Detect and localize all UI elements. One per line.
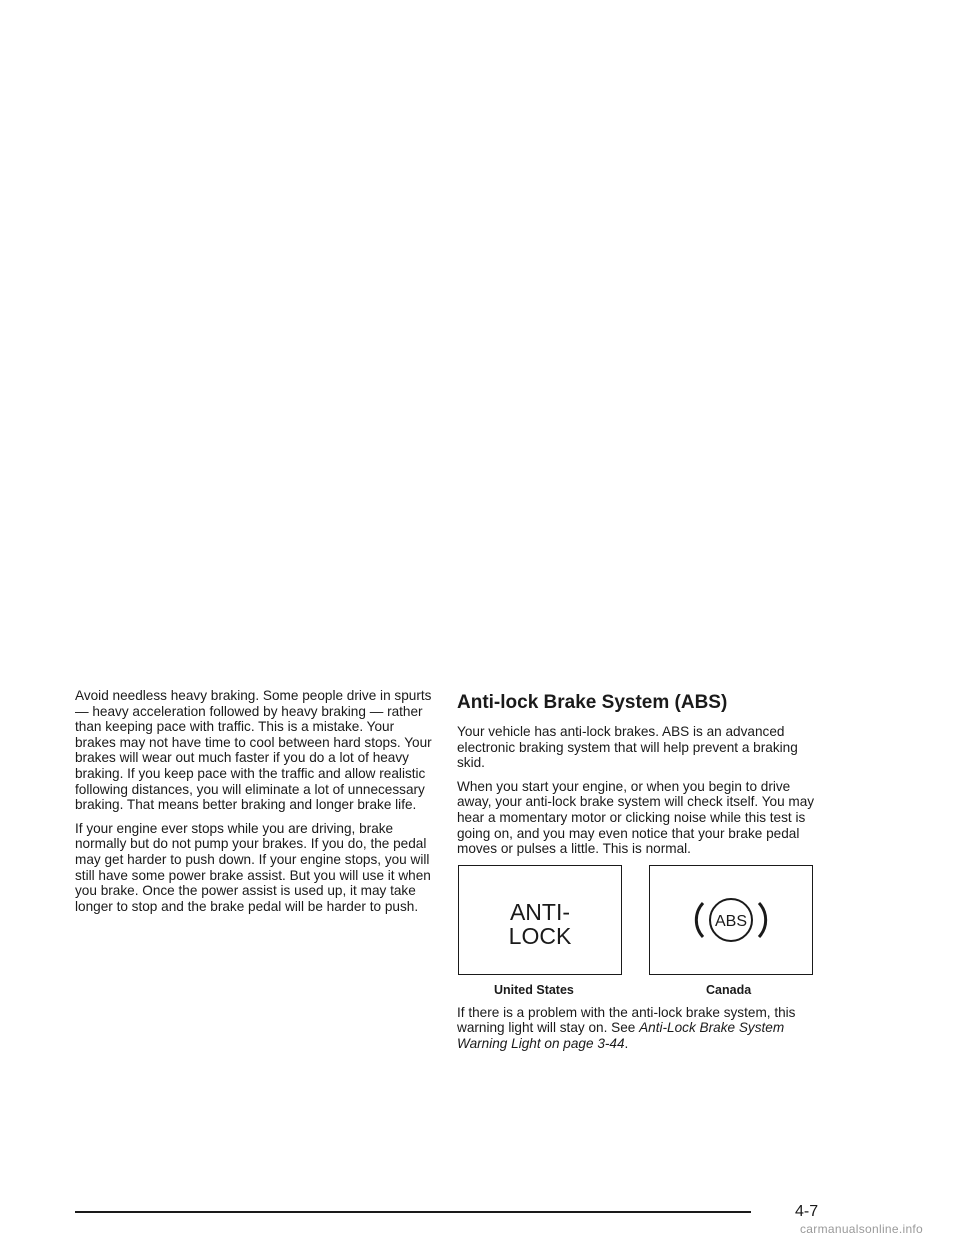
paragraph-heavy-braking: Avoid needless heavy braking. Some people drive in spurts — heavy acceleration followed by heavy braking — rather than keeping pace with traffic. This is a mistake. Your brakes may not have time to cool between hard stops. Your brakes will wear out much faster if you do a lot of heavy braking. If you keep pace with the traffic and allow realistic following distances, you will eliminate a lot of unnecessary braking. That means better braking and longer brake life. xyxy=(75,688,432,813)
us-caption: United States xyxy=(494,982,574,997)
footer-rule xyxy=(75,1211,751,1213)
right-column xyxy=(457,688,827,1060)
watermark: carmanualsonline.info xyxy=(800,1222,924,1236)
abs-warning-icon xyxy=(694,890,768,950)
anti-lock-line2: LOCK xyxy=(508,922,572,949)
paragraph-engine-stops: If your engine ever stops while you are driving, brake normally but do not pump your brakes. If you do, the pedal may get harder to push down. If your engine stops, you will still have some power brake assist. But you will use it when you brake. Once the power assist is used up, it may take longer to stop and the brake pedal will be harder to push. xyxy=(75,820,431,914)
us-warning-light xyxy=(458,865,622,975)
closing-text: If there is a problem with the anti-lock brake system, this warning light will stay on. See xyxy=(457,1004,796,1036)
anti-lock-line1: ANTI- xyxy=(509,898,571,925)
paragraph-abs-intro: Your vehicle has anti-lock brakes. ABS is an advanced electronic braking system that will help prevent a braking skid. xyxy=(457,724,798,771)
warning-lights xyxy=(457,865,827,1005)
canada-caption: Canada xyxy=(706,982,752,997)
left-column xyxy=(75,688,435,922)
paragraph-abs-check: When you start your engine, or when you begin to drive away, your anti-lock brake system will check itself. You may hear a momentary motor or clicking noise while this test is going on, and you may even notice that your brake pedal moves or pulses a little. This is normal. xyxy=(457,778,815,857)
warning-light-reference: Anti-Lock Brake System Warning Light on page 3-44 xyxy=(457,1020,785,1051)
section-heading: Anti-lock Brake System (ABS) xyxy=(457,692,728,713)
closing-end: . xyxy=(624,1035,629,1051)
page-number: 4-7 xyxy=(795,1203,819,1220)
paragraph-abs-warning xyxy=(457,1005,827,1052)
canada-warning-light xyxy=(649,865,813,975)
abs-icon-text: ABS xyxy=(714,912,748,930)
anti-lock-label xyxy=(459,900,621,948)
